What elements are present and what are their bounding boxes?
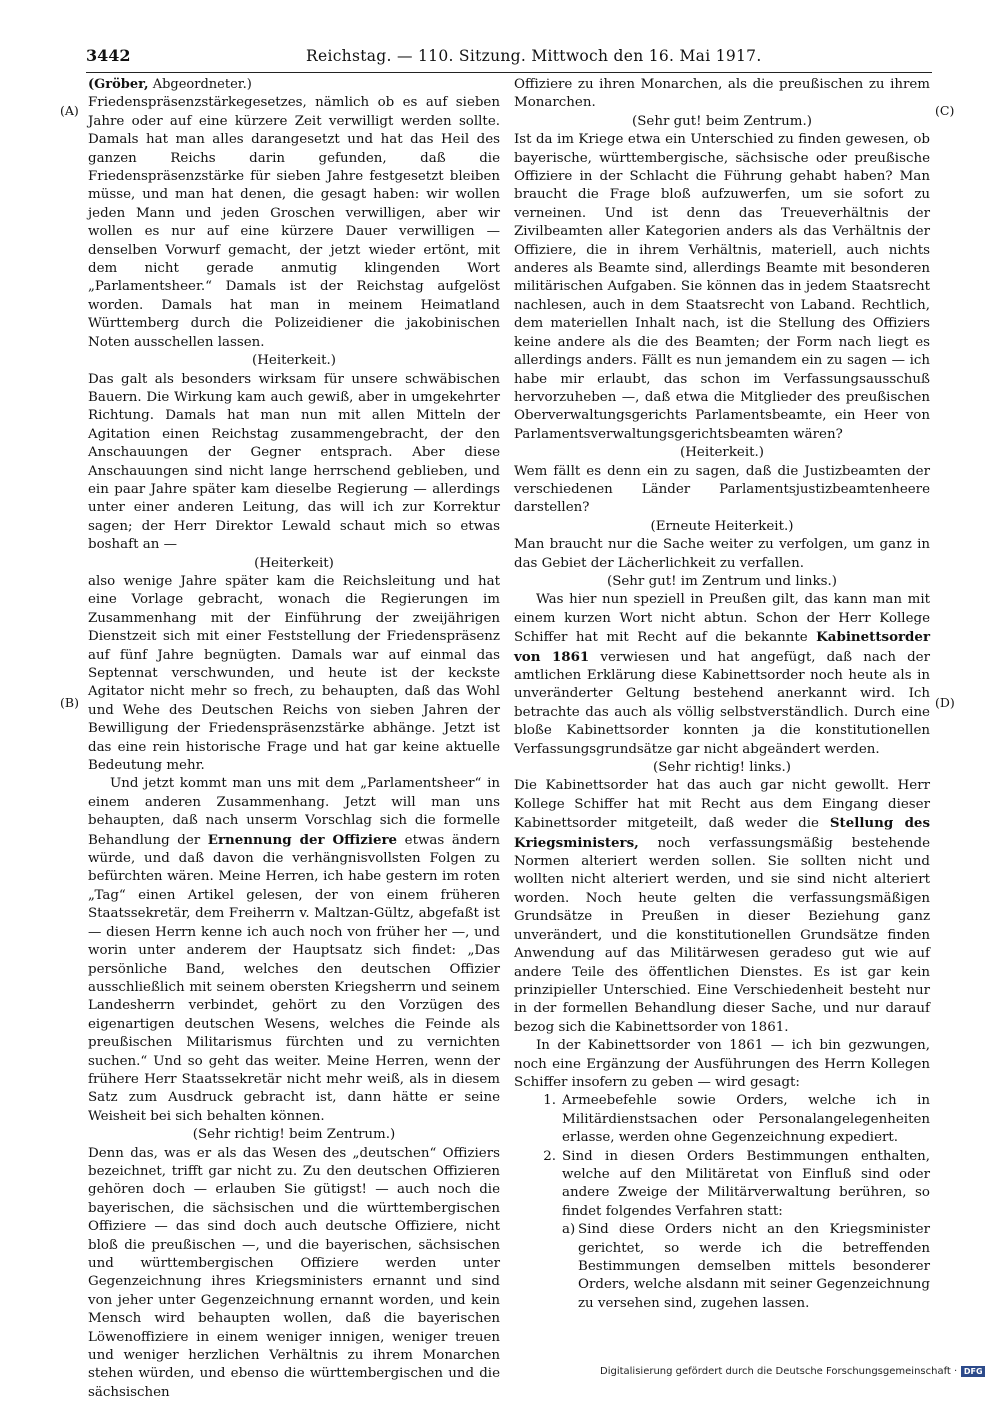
paragraph [88, 775, 500, 1126]
emphasis-kriegsminister: Stellung des Kriegsministers, [514, 815, 930, 851]
paragraph: Denn das, was er als das Wesen des „deutschen“ Offiziers bezeichnet, trifft gar nicht zu. Zu den deutschen Offizieren gehören doch — erlauben Sie gütigst! — auch noch die bayerischen, die sächsischen und die württembergischen Offiziere — das sind doch auch deutsche Offiziere, nicht bloß die preußischen —, und die bayerischen, sächsischen und württembergischen Offiziere werden unter Gegenzeichnung ihres Kriegsministers ernannt und sind von jeher unter Gegenzeichnung ernannt worden, und kein Mensch wird behaupten wollen, daß die bayerischen Löwenoffiziere in einem weniger innigen, weniger treuen und weniger herzlichen Verhältnis zu ihrem Monarchen stehen würden, und ebenso die württembergischen und die sächsischen [88, 1145, 500, 1400]
paragraph: In der Kabinettsorder von 1861 — ich bin gezwungen, noch eine Ergänzung der Ausführungen des Herrn Kollegen Schiffer insofern zu geben — wird gesagt: [514, 1038, 930, 1090]
left-column [88, 76, 500, 1402]
margin-marker-b: (B) [60, 695, 79, 710]
paragraph: Ist da im Kriege etwa ein Unterschied zu finden gewesen, ob bayerische, württembergische, sächsische oder preußische Offiziere in der Schlacht die Führung gehabt haben? Man braucht die Frage bloß aufzuwerfen, um sie sofort zu verneinen. Und ist denn das Treueverhältnis der Zivilbeamten aller Kategorien anders als das Verhältnis der Offiziere, die in ihrem Verhältnis, materiell, auch nichts anderes als Beamte sind, allerdings Beamte mit besonderen militärischen Aufgaben. Sie können das in jedem Staatsrecht nachlesen, auch in dem Staatsrecht von Laband. Rechtlich, dem materiellen Inhalt nach, ist die Stellung des Offiziers keine andere als die des Beamten; der Form nach liegt es allerdings anders. Fällt es nun jemandem ein zu sagen — ich habe mir erlaubt, das schon im Verfassungsausschuß hervorzuheben —, daß etwa die Mitglieder des preußischen Oberverwaltungsgerichts Parlamentsbeamte, ein Heer von Parlamentsverwaltungsgerichtsbeamten wären? [514, 132, 930, 442]
right-column [514, 76, 930, 1313]
list-item [514, 1148, 930, 1222]
paragraph: Das galt als besonders wirksam für unsere schwäbischen Bauern. Die Wirkung kam auch gewiß, aber in umgekehrter Richtung. Damals hat man nun mit allen Mitteln der Agitation einen Reichstag zusammengebracht, der den Anschauungen der Gegner entsprach. Aber diese Anschauungen sind nicht lange herrschend geblieben, und ein paar Jahre später kam dieselbe Regierung — allerdings unter einer anderen Leitung, das will ich zur Korrektur sagen; der Herr Direktor Lewald schaut mich so etwas boshaft an — [88, 371, 500, 553]
emphasis-kabinettsorder: Kabinettsorder von 1861 [514, 629, 930, 665]
page-number: 3442 [86, 46, 131, 65]
paragraph: Offiziere zu ihren Monarchen, als die preußischen zu ihrem Monarchen. [514, 77, 930, 111]
sub-list-item [562, 1221, 930, 1313]
text-run: verwiesen und hat angefügt, daß nach der amtlichen Erklärung diese Kabinettsorder noch heute als in unveränderter Geltung bestehend anerkannt wird. Ich betrachte das auch als völlig selbstverständlich. Durch eine bloße Kabinettsorder konnten ja die konstitutionellen Verfassungsgrundsätze gar nicht abgeändert werden. [514, 649, 930, 757]
list-text: Armeebefehle sowie Orders, welche ich in Militärdienstsachen oder Personalangelegenheiten erlasse, werden ohne Gegenzeichnung expediert. [562, 1093, 930, 1146]
interjection: (Sehr gut! beim Zentrum.) [632, 113, 812, 129]
sub-list-number: a) [562, 1222, 576, 1238]
list-text: Sind in diesen Orders Bestimmungen enthalten, welche auf den Militäretat von Einfluß sind oder andere Zweige der Militärverwaltung berühren, so findet folgendes Verfahren statt: [562, 1148, 930, 1219]
paragraph: also wenige Jahre später kam die Reichsleitung und hat eine Vorlage gebracht, wonach die Regierungen im Zusammenhang mit der Einführung der zweijährigen Dienstzeit sich mit einer Feststellung der Friedenspräsenz auf fünf Jahre begnügten. Damals war auf einmal das Septennat verschwunden, und heute ist der keckste Agitator nicht mehr so frech, zu behaupten, daß das Wohl und Wehe des Deutschen Reichs von sieben Jahren der Bewilligung der Friedenspräsenzstärke abhänge. Jetzt ist das eine rein historische Frage und hat gar keine aktuelle Bedeutung mehr. [88, 573, 500, 774]
paragraph [514, 777, 930, 1037]
margin-marker-a: (A) [60, 103, 79, 118]
running-head: Reichstag. — 110. Sitzung. Mittwoch den 16. Mai 1917. [306, 47, 762, 65]
text-run: etwas ändern würde, und daß davon die verhängnisvollsten Folgen zu befürchten wären. Meine Herren, ich habe gestern im roten „Tag“ einen Artikel gelesen, der von einem früheren Staatssekretär, dem Freiherrn v. Maltzan-Gültz, abgefaßt ist — diesen Herrn kenne ich auch noch von früher her —, und worin unter anderem der Hauptsatz sich findet: „Das persönliche Band, welches den deutschen Offizier ausschließlich mit seinem obersten Kriegsherrn und seinem Landesherrn verbindet, gehört zu den Vorzügen des eigenartigen deutschen Wesens, welches die Feinde als preußischen Militarismus fürchten und zu vernichten suchen.“ Und so geht das weiter. Meine Herren, wenn der frühere Herr Staatssekretär nicht mehr weiß, als in diesem Satz zum Ausdruck gebracht ist, dann hätte er seine Weisheit bei sich behalten können. [88, 832, 500, 1124]
interjection: (Heiterkeit.) [252, 353, 336, 369]
paragraph: Wem fällt es denn ein zu sagen, daß die Justizbeamten der verschiedenen Länder Parlamentsjustizbeamtenheere darstellen? [514, 463, 930, 516]
interjection: (Sehr gut! im Zentrum und links.) [606, 573, 837, 589]
text-run: noch verfassungsmäßig bestehende Normen alteriert werden sollen. Sie sollten nicht und wollten nicht alteriert werden, und sie sind nicht alteriert worden. Noch heute gelten die verfassungsmäßigen Grundsätze in Preußen in dieser Beziehung ganz unverändert, und die konstitutionellen Grundsätze finden Anwendung auf das Militärwesen geradeso gut wie auf andere Teile des öffentlichen Dienstes. Es ist gar kein prinzipieller Unterschied. Eine Verschiedenheit besteht nur in der formellen Behandlung dieser Sache, und nur darauf bezog sich die Kabinettsorder von 1861. [514, 835, 930, 1035]
speaker-role: Abgeordneter.) [148, 77, 252, 92]
credit-text: Digitalisierung gefördert durch die Deutsche Forschungsgemeinschaft · [600, 1366, 958, 1377]
margin-marker-c: (C) [935, 103, 955, 118]
speaker-line [88, 76, 500, 94]
text-run: Was hier nun speziell in Preußen gilt, das kann man mit einem kurzen Wort nicht abtun. Schon der Herr Kollege Schiffer hat mit Recht auf die bekannte [514, 592, 930, 646]
header-rule [86, 72, 932, 73]
margin-marker-d: (D) [935, 695, 955, 710]
paragraph [514, 591, 930, 759]
emphasis-ernennung: Ernennung der Offiziere [207, 831, 398, 848]
page-header [86, 46, 932, 72]
digitization-credit [600, 1366, 985, 1377]
paragraph: Man braucht nur die Sache weiter zu verfolgen, um ganz in das Gebiet der Lächerlichkeit zu verfallen. [514, 537, 930, 571]
paragraph: Friedenspräsenzstärkegesetzes, nämlich ob es auf sieben Jahre oder auf eine kürzere Zeit verwilligt werden sollte. Damals hat man alles darangesetzt und hat das Heil des ganzen Reichs darin gefunden, daß die Friedenspräsenzstärke für sieben Jahre festgesetzt bleiben müsse, und man hat denen, die gesagt haben: wir wollen jeden Mann und jeden Groschen verwilligen, aber wir wollen es nur auf eine kürzere Dauer verwilligen — denselben Vorwurf gemacht, der jetzt wieder ertönt, mit dem nicht gerade anmutig klingenden Wort „Parlamentsheer.“ Damals ist der Reichstag aufgelöst worden. Damals hat man in meinem Heimatland Württemberg durch die Polizeidiener die jakobinischen Noten ausschellen lassen. [88, 95, 500, 350]
dfg-logo: DFG [961, 1366, 985, 1377]
list-item [514, 1092, 930, 1147]
text-run: Die Kabinettsorder hat das auch gar nicht gewollt. Herr Kollege Schiffer hat mit Recht aus dem Eingang dieser Kabinettsorder mitgeteilt, daß weder die [514, 778, 930, 832]
interjection: (Erneute Heiterkeit.) [650, 518, 794, 534]
interjection: (Sehr richtig! beim Zentrum.) [192, 1127, 396, 1143]
interjection: (Sehr richtig! links.) [653, 760, 791, 776]
interjection: (Heiterkeit) [254, 555, 334, 571]
list-number: 1. [543, 1093, 556, 1109]
order-list [514, 1092, 930, 1221]
list-number: 2. [543, 1148, 556, 1164]
text-run: Und jetzt kommt man uns mit dem „Parlamentsheer“ in einem anderen Zusammenhang. Jetzt will man uns behaupten, daß nach unserm Vorschlag sich die formelle Behandlung der [88, 776, 500, 848]
speaker-name: (Gröber, [88, 77, 149, 92]
sub-list-text: Sind diese Orders nicht an den Kriegsminister gerichtet, so werde ich die betreffenden Bestimmungen demselben mittels besonderer Orders, welche alsdann mit seiner Gegenzeichnung zu versehen sind, zugehen lassen. [578, 1222, 930, 1311]
interjection: (Heiterkeit.) [680, 445, 764, 461]
